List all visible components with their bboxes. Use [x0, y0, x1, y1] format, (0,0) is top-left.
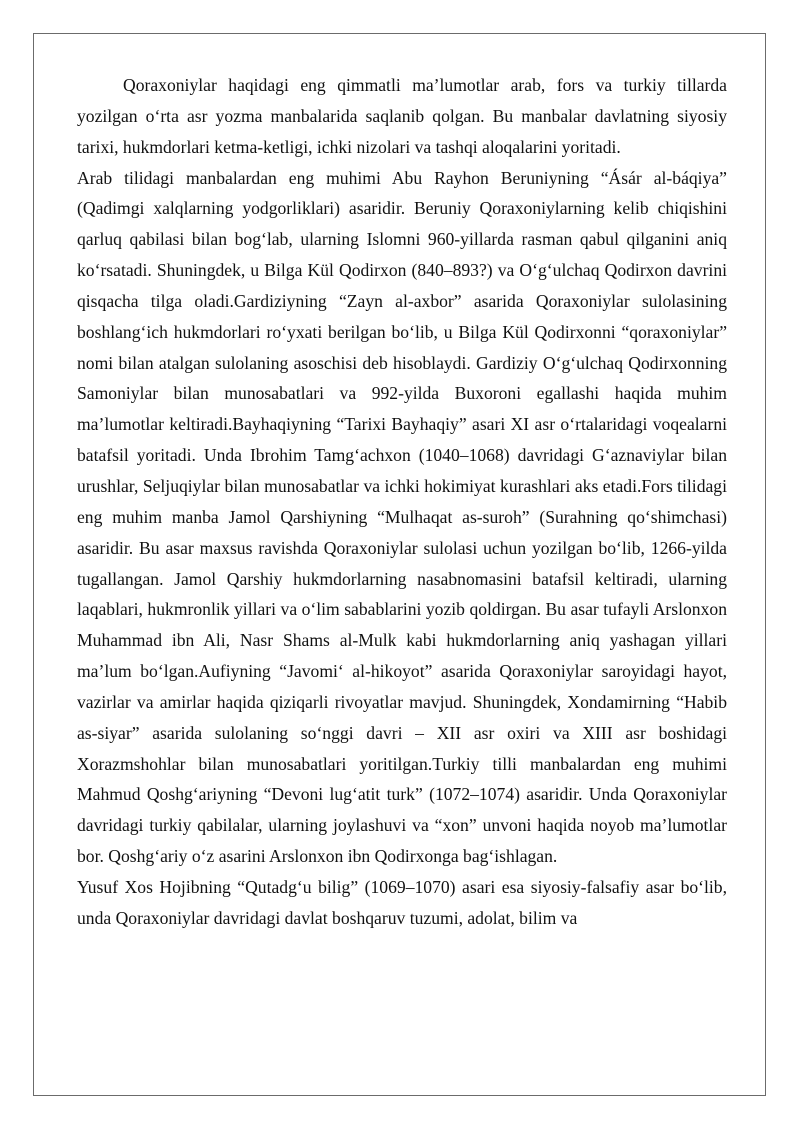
document-body: [77, 70, 727, 934]
paragraph-sources: Arab tilidagi manbalardan eng muhimi Abu Rayhon Beruniyning “Ásár al-báqiya” (Qadimgi xalqlarning yodgorliklari) asaridir. Beruniy Qoraxoniylarning kelib chiqishini qarluq qabilasi bilan bog‘lab, ularning Islomni 960-yillarda rasman qabul qilganini aniq ko‘rsatadi. Shuningdek, u Bilga Kül Qodirxon (840–893?) va O‘g‘ulchaq Qodirxon davrini qisqacha tilga oladi.Gardiziyning “Zayn al-axbor” asarida Qoraxoniylar sulolasining boshlang‘ich hukmdorlari ro‘yxati berilgan bo‘lib, u Bilga Kül Qodirxonni “qoraxoniylar” nomi bilan atalgan sulolaning asoschisi deb hisoblaydi. Gardiziy O‘g‘ulchaq Qodirxonning Samoniylar bilan munosabatlari va 992-yilda Buxoroni egallashi haqida muhim ma’lumotlar keltiradi.Bayhaqiyning “Tarixi Bayhaqiy” asari XI asr o‘rtalaridagi voqealarni batafsil yoritadi. Unda Ibrohim Tamg‘achxon (1040–1068) davridagi G‘aznaviylar bilan urushlar, Seljuqiylar bilan munosabatlar va ichki hokimiyat kurashlari aks etadi.Fors tilidagi eng muhim manba Jamol Qarshiyning “Mulhaqat as-suroh” (Surahning qo‘shimchasi) asaridir. Bu asar maxsus ravishda Qoraxoniylar sulolasi uchun yozilgan bo‘lib, 1266-yilda tugallangan. Jamol Qarshiy hukmdorlarning nasabnomasini batafsil keltiradi, ularning laqablari, hukmronlik yillari va o‘lim sabablarini yozib qoldirgan. Bu asar tufayli Arslonxon Muhammad ibn Ali, Nasr Shams al-Mulk kabi hukmdorlarning aniq yashagan yillari ma’lum bo‘lgan.Aufiyning “Javomi‘ al-hikoyot” asarida Qoraxoniylar saroyidagi hayot, vazirlar va amirlar haqida qiziqarli rivoyatlar mavjud. Shuningdek, Xondamirning “Habib as-siyar” asarida sulolaning so‘nggi davri – XII asr oxiri va XIII asr boshidagi Xorazmshohlar bilan munosabatlari yoritilgan.Turkiy tilli manbalardan eng muhimi Mahmud Qoshg‘ariyning “Devoni lug‘atit turk” (1072–1074) asaridir. Unda Qoraxoniylar davridagi turkiy qabilalar, ularning joylashuvi va “xon” unvoni haqida noyob ma’lumotlar bor. Qoshg‘ariy o‘z asarini Arslonxon ibn Qodirxonga bag‘ishlagan.: [77, 167, 727, 867]
paragraph-qutadgu-bilig: Yusuf Xos Hojibning “Qutadg‘u bilig” (1069–1070) asari esa siyosiy-falsafiy asar bo‘lib, unda Qoraxoniylar davridagi davlat boshqaruv tuzumi, adolat, bilim va: [77, 876, 727, 928]
paragraph-intro: Qoraxoniylar haqidagi eng qimmatli ma’lumotlar arab, fors va turkiy tillarda yozilgan o‘rta asr yozma manbalarida saqlanib qolgan. Bu manbalar davlatning siyosiy tarixi, hukmdorlari ketma-ketligi, ichki nizolari va tashqi aloqalarini yoritadi.: [77, 75, 727, 157]
